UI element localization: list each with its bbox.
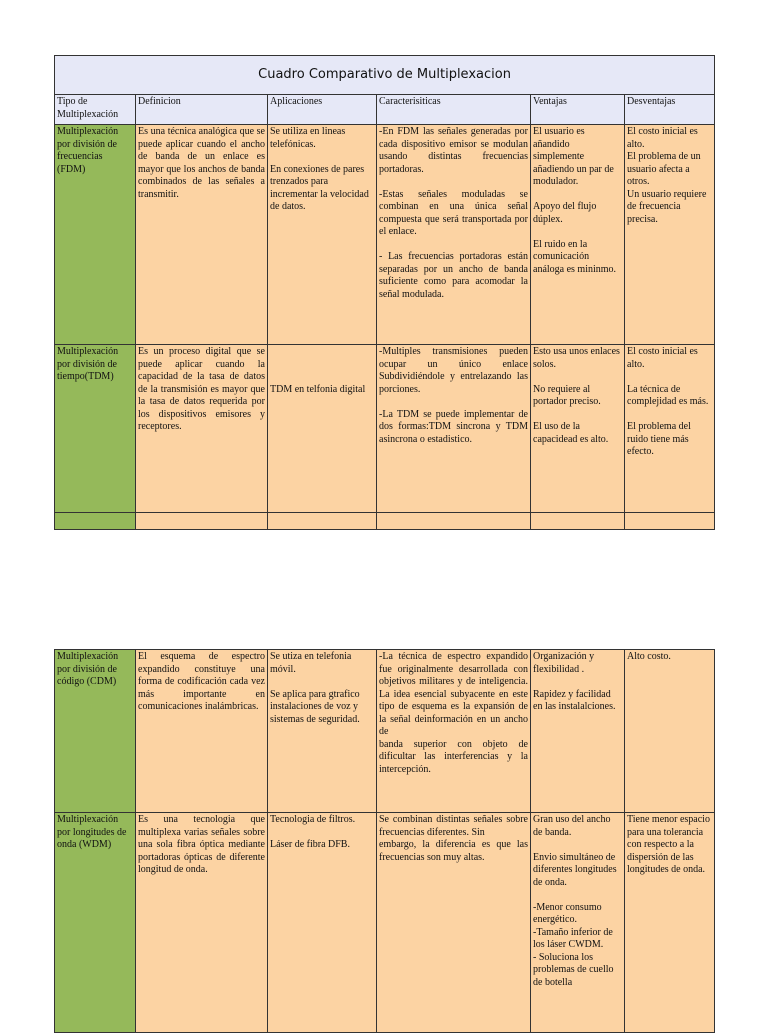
cell-empty <box>268 513 377 530</box>
table-row <box>55 650 715 813</box>
cell-caracteristicas: -En FDM las señales generadas por cada dispositivo emisor se modulan usando distintas frecuencias portadoras. -Estas señales moduladas se combinan en una única señal compuesta que será transportada por el enlace. - Las frecuencias portadoras están separadas por un ancho de banda suficiente como para acomodar la señal modulada. <box>377 125 531 345</box>
header-ventajas: Ventajas <box>531 95 625 125</box>
cell-caracteristicas: -La técnica de espectro expandido fue originalmente desarrollada con objetivos militares y de inteligencia. La idea esencial subyacente en este tipo de esquema es la expansión de la señal deinformación en un ancho de banda superior con objeto de dificultar las interferencias y la intercepción. <box>377 650 531 813</box>
cell-aplicaciones: Se utiliza en lineas telefónicas. En conexiones de pares trenzados para incrementar la velocidad de datos. <box>268 125 377 345</box>
header-desventajas: Desventajas <box>625 95 715 125</box>
cell-aplicaciones: TDM en telfonia digital <box>268 345 377 513</box>
table-row <box>55 345 715 513</box>
cell-caracteristicas: -Multiples transmisiones pueden ocupar un único enlace Subdividiéndole y entrelazando las porciones. -La TDM se puede implementar de dos formas:TDM sincrona y TDM asincrona o estadistico. <box>377 345 531 513</box>
table-row <box>55 813 715 1033</box>
cell-definicion: Es un proceso digital que se puede aplicar cuando la capacidad de la tasa de datos de la transmisión es mayor que la tasa de datos requerida por los dispositivos emisores y receptores. <box>136 345 268 513</box>
cell-aplicaciones: Se utiza en telefonia móvil. Se aplica para gtrafico instalaciones de voz y sistemas de seguridad. <box>268 650 377 813</box>
cell-ventajas: Gran uso del ancho de banda. Envio simultáneo de diferentes longitudes de onda. -Menor consumo energético. -Tamaño inferior de los láser CWDM. - Soluciona los problemas de cuello de botella <box>531 813 625 1033</box>
cell-empty <box>625 513 715 530</box>
cell-definicion: Es una técnica analógica que se puede aplicar cuando el ancho de banda de un enlace es mayor que los anchos de banda combinados de las señales a transmitir. <box>136 125 268 345</box>
cell-empty <box>55 513 136 530</box>
cell-ventajas: Esto usa unos enlaces solos. No requiere al portador preciso. El uso de la capacidead es alto. <box>531 345 625 513</box>
cell-ventajas: El usuario es añandido simplemente añadiendo un par de modulador. Apoyo del flujo dúplex. El ruido en la comunicación análoga es mininmo. <box>531 125 625 345</box>
cell-definicion: El esquema de espectro expandido constituye una forma de codificación cada vez más importante en comunicaciones inalámbricas. <box>136 650 268 813</box>
table-row <box>55 125 715 345</box>
header-aplicaciones: Aplicaciones <box>268 95 377 125</box>
cell-desventajas: El costo inicial es alto. El problema de un usuario afecta a otros. Un usuario requiere de frecuencia precisa. <box>625 125 715 345</box>
header-caracteristicas: Caracterisiticas <box>377 95 531 125</box>
cell-tipo: Multiplexación por división de tiempo(TDM) <box>55 345 136 513</box>
comparison-table-2 <box>54 649 715 1033</box>
cell-caracteristicas: Se combinan distintas señales sobre frecuencias diferentes. Sin embargo, la diferencia es que las frecuencias son muy altas. <box>377 813 531 1033</box>
cell-aplicaciones: Tecnologia de filtros. Láser de fibra DFB. <box>268 813 377 1033</box>
cell-tipo: Multiplexación por división de código (CDM) <box>55 650 136 813</box>
header-definicion: Definicion <box>136 95 268 125</box>
cell-definicion: Es una tecnologia que multiplexa varias señales sobre una sola fibra óptica mediante portadoras ópticas de diferente longitud de onda. <box>136 813 268 1033</box>
header-tipo: Tipo de Multiplexación <box>55 95 136 125</box>
cell-desventajas: El costo inicial es alto. La técnica de complejidad es más. El problema del ruido tiene más efecto. <box>625 345 715 513</box>
cell-ventajas: Organización y flexibilidad . Rapidez y facilidad en las instalalciones. <box>531 650 625 813</box>
table-row-empty <box>55 513 715 530</box>
comparison-table-1 <box>54 55 715 530</box>
cell-empty <box>531 513 625 530</box>
cell-empty <box>136 513 268 530</box>
cell-empty <box>377 513 531 530</box>
cell-tipo: Multiplexación por división de frecuencias (FDM) <box>55 125 136 345</box>
cell-desventajas: Tiene menor espacio para una tolerancia con respecto a la dispersión de las longitudes de onda. <box>625 813 715 1033</box>
cell-desventajas: Alto costo. <box>625 650 715 813</box>
cell-tipo: Multiplexación por longitudes de onda (WDM) <box>55 813 136 1033</box>
table-title: Cuadro Comparativo de Multiplexacion <box>55 56 715 95</box>
